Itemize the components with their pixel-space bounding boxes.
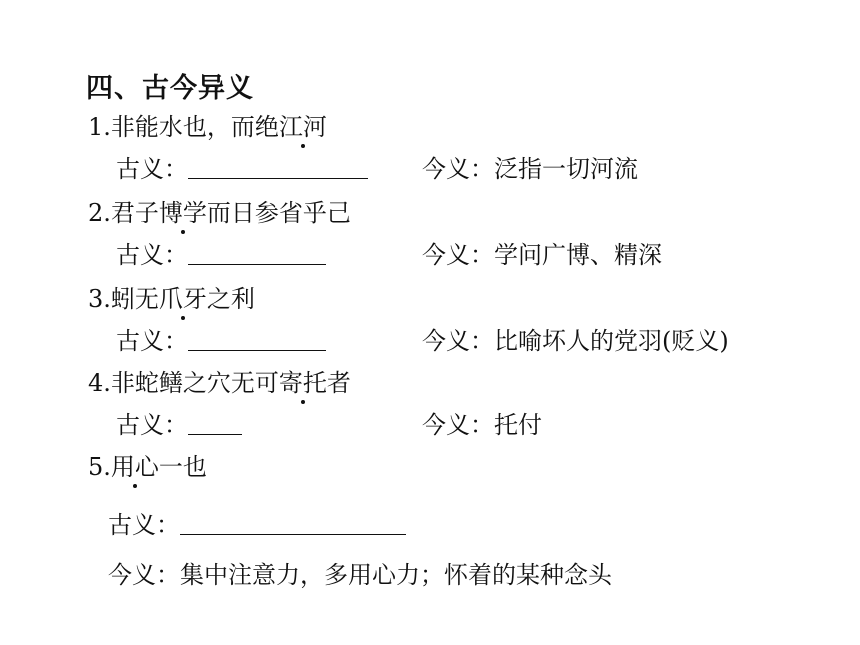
item-3-number: 3. xyxy=(88,285,111,313)
item-3-text-post: 之利 xyxy=(206,285,255,313)
item-4-dotted-word: 寄托 xyxy=(278,369,327,397)
item-2-ancient xyxy=(116,240,326,270)
item-2-sentence xyxy=(88,198,351,228)
item-3-ancient-label: 古义： xyxy=(116,327,188,355)
item-2-ancient-blank[interactable] xyxy=(188,242,326,265)
item-3-sentence xyxy=(88,284,255,314)
item-4-sentence xyxy=(88,368,351,398)
item-5-ancient-blank[interactable] xyxy=(180,512,406,535)
item-1-dotted-word: 江河 xyxy=(278,113,327,141)
item-1-modern: 今义：泛指一切河流 xyxy=(422,155,638,183)
item-4-ancient-label: 古义： xyxy=(116,411,188,439)
item-5-number: 5. xyxy=(88,453,111,481)
item-2-modern: 今义：学问广博、精深 xyxy=(422,241,662,269)
item-3-ancient-blank[interactable] xyxy=(188,328,326,351)
item-5-ancient xyxy=(108,510,406,540)
item-1-text-pre: 非能水也，而绝 xyxy=(110,113,279,141)
item-4-modern: 今义：托付 xyxy=(422,411,542,439)
item-2-text-pre: 君子 xyxy=(110,199,159,227)
item-1-ancient xyxy=(116,154,368,184)
item-1-ancient-label: 古义： xyxy=(116,155,188,183)
item-1-ancient-blank[interactable] xyxy=(188,156,368,179)
item-1-sentence xyxy=(88,112,327,142)
item-2-ancient-label: 古义： xyxy=(116,241,188,269)
item-4-ancient-blank[interactable] xyxy=(188,412,242,435)
item-3-dotted-word: 爪牙 xyxy=(158,285,207,313)
item-4-text-post: 者 xyxy=(326,369,351,397)
item-1-number: 1. xyxy=(88,113,111,141)
item-3-text-pre: 蚓无 xyxy=(110,285,159,313)
item-5-sentence xyxy=(88,452,207,482)
item-4-number: 4. xyxy=(88,369,111,397)
item-5-ancient-label: 古义： xyxy=(108,511,180,539)
item-4-ancient xyxy=(116,410,242,440)
item-2-text-post: 而日参省乎己 xyxy=(206,199,351,227)
item-2-dotted-word: 博学 xyxy=(158,199,207,227)
section-title: 四、古今异义 xyxy=(86,73,254,104)
item-4-text-pre: 非蛇鳝之穴无可 xyxy=(110,369,279,397)
item-5-text-post: 一也 xyxy=(158,453,207,481)
item-3-modern: 今义：比喻坏人的党羽(贬义) xyxy=(422,327,729,355)
item-3-ancient xyxy=(116,326,326,356)
item-5-modern: 今义：集中注意力，多用心力；怀着的某种念头 xyxy=(108,561,612,589)
item-2-number: 2. xyxy=(88,199,111,227)
item-5-dotted-word: 用心 xyxy=(110,453,159,481)
